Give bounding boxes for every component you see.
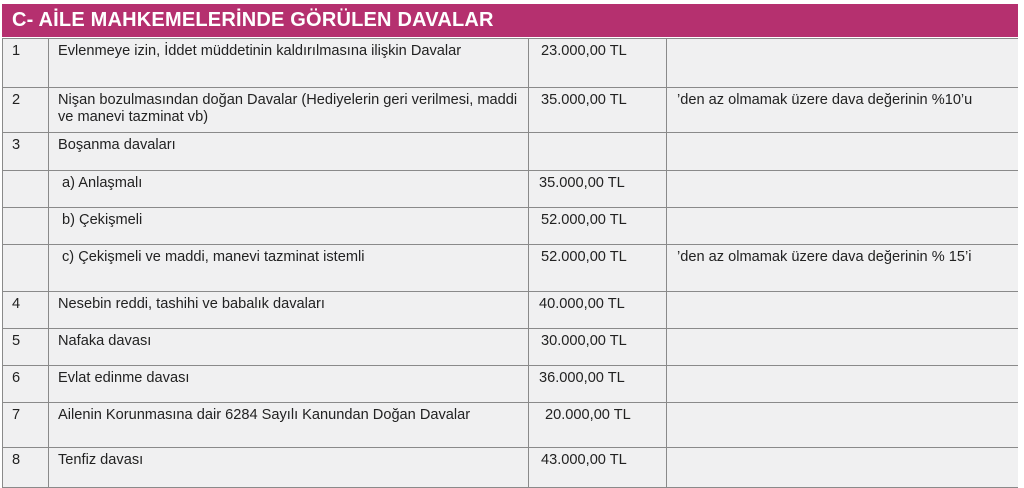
case-description: c) Çekişmeli ve maddi, manevi tazminat istemli <box>49 245 529 292</box>
table-row <box>3 292 1019 329</box>
fee-amount-text: 40.000,00 TL <box>539 296 625 312</box>
row-number: 8 <box>3 448 49 488</box>
fee-amount-text: 36.000,00 TL <box>539 370 625 386</box>
case-description: Nesebin reddi, tashihi ve babalık davaları <box>49 292 529 329</box>
case-description: Nişan bozulmasından doğan Davalar (Hediyelerin geri verilmesi, maddi ve manevi tazminat vb) <box>49 88 529 133</box>
case-description: a) Anlaşmalı <box>49 171 529 208</box>
case-description: b) Çekişmeli <box>49 208 529 245</box>
fee-note <box>667 39 1019 88</box>
fee-amount <box>529 366 667 403</box>
fee-amount-text: 30.000,00 TL <box>541 333 627 349</box>
table-row <box>3 171 1019 208</box>
fee-amount <box>529 88 667 133</box>
fee-note: ’den az olmamak üzere dava değerinin % 15’i <box>667 245 1019 292</box>
fee-amount <box>529 329 667 366</box>
fee-note <box>667 171 1019 208</box>
section-header <box>2 4 1018 37</box>
case-description: Ailenin Korunmasına dair 6284 Sayılı Kanundan Doğan Davalar <box>49 403 529 448</box>
fee-amount <box>529 171 667 208</box>
fee-amount-text: 35.000,00 TL <box>541 92 627 108</box>
section-title: C- AİLE MAHKEMELERİNDE GÖRÜLEN DAVALAR <box>12 9 494 31</box>
fee-note <box>667 208 1019 245</box>
row-number: 7 <box>3 403 49 448</box>
fee-note <box>667 366 1019 403</box>
fee-amount <box>529 133 667 171</box>
fee-note <box>667 403 1019 448</box>
fee-note: ’den az olmamak üzere dava değerinin %10’u <box>667 88 1019 133</box>
table-row <box>3 133 1019 171</box>
table-row <box>3 403 1019 448</box>
fee-note <box>667 292 1019 329</box>
fee-note <box>667 329 1019 366</box>
page-edge <box>1018 0 1024 488</box>
table-row <box>3 245 1019 292</box>
row-number: 6 <box>3 366 49 403</box>
fee-amount-text: 20.000,00 TL <box>545 407 631 423</box>
fee-amount <box>529 245 667 292</box>
row-number <box>3 171 49 208</box>
case-description: Boşanma davaları <box>49 133 529 171</box>
row-number: 5 <box>3 329 49 366</box>
case-description: Nafaka davası <box>49 329 529 366</box>
table-row <box>3 329 1019 366</box>
fee-note <box>667 133 1019 171</box>
fee-amount-text: 23.000,00 TL <box>541 43 627 59</box>
table-row <box>3 448 1019 488</box>
case-description: Evlat edinme davası <box>49 366 529 403</box>
row-number: 2 <box>3 88 49 133</box>
fee-amount-text: 43.000,00 TL <box>541 452 627 468</box>
table-row <box>3 88 1019 133</box>
row-number: 3 <box>3 133 49 171</box>
fee-amount-text: 52.000,00 TL <box>541 249 627 265</box>
table-row <box>3 39 1019 88</box>
case-description: Tenfiz davası <box>49 448 529 488</box>
fee-table <box>2 38 1019 488</box>
fee-amount <box>529 448 667 488</box>
row-number <box>3 208 49 245</box>
row-number <box>3 245 49 292</box>
row-number: 1 <box>3 39 49 88</box>
fee-note <box>667 448 1019 488</box>
fee-amount-text: 35.000,00 TL <box>539 175 625 191</box>
table-row <box>3 208 1019 245</box>
fee-amount <box>529 39 667 88</box>
fee-amount-text: 52.000,00 TL <box>541 212 627 228</box>
table-row <box>3 366 1019 403</box>
fee-amount <box>529 292 667 329</box>
fee-amount <box>529 208 667 245</box>
row-number: 4 <box>3 292 49 329</box>
case-description: Evlenmeye izin, İddet müddetinin kaldırılmasına ilişkin Davalar <box>49 39 529 88</box>
fee-amount <box>529 403 667 448</box>
